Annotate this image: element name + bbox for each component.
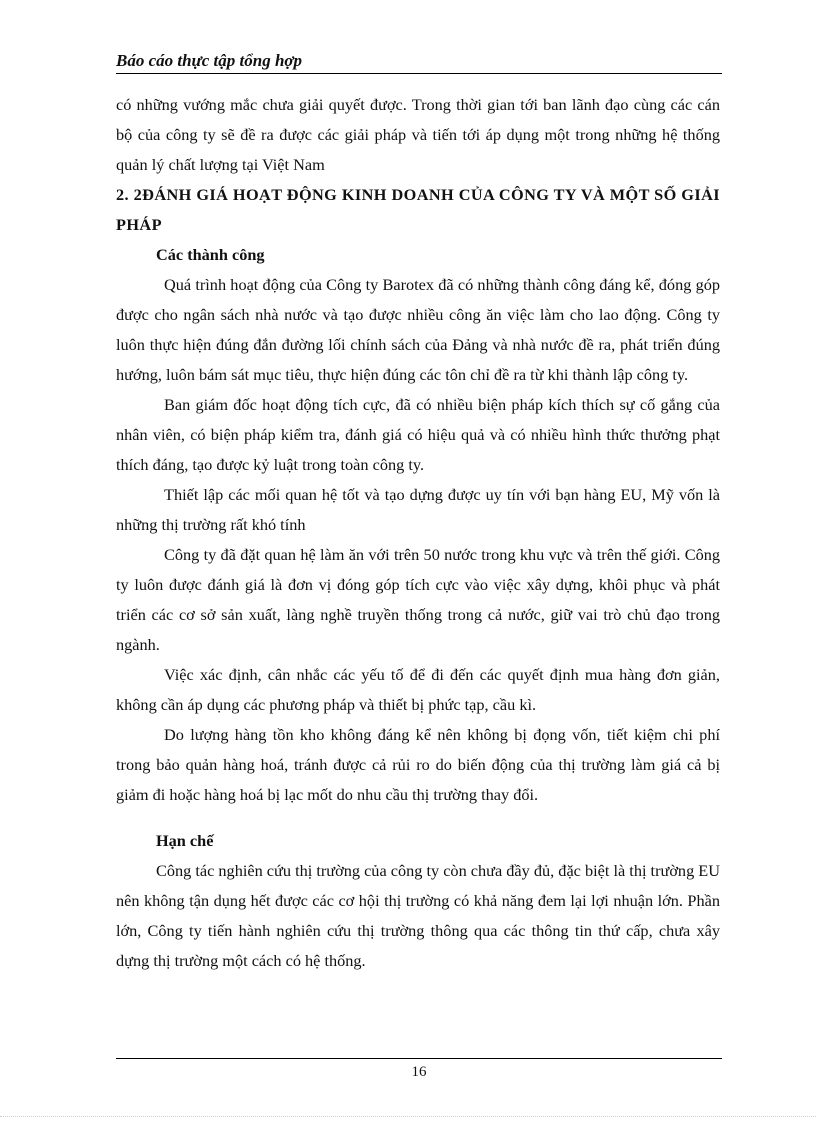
success-paragraph: Việc xác định, cân nhắc các yếu tố để đi đến các quyết định mua hàng đơn giản, không cần áp dụng các phương pháp và thiết bị phức tạp, cầu kì.	[116, 665, 720, 714]
limits-paragraph: Công tác nghiên cứu thị trường của công ty còn chưa đầy đủ, đặc biệt là thị trường EU nên không tận dụng hết được các cơ hội thị trường có khả năng đem lại lợi nhuận lớn. Phần lớn, Công ty tiến hành nghiên cứu thị trường thông qua các thông tin thứ cấp, chưa xây dựng thị trường một cách có hệ thống.	[116, 861, 720, 970]
success-paragraph: Công ty đã đặt quan hệ làm ăn với trên 50 nước trong khu vực và trên thế giới. Công ty luôn được đánh giá là đơn vị đóng góp tích cực vào việc xây dựng, khôi phục và phát triển các cơ sở sản xuất, làng nghề truyền thống trong cả nước, giữ vai trò chủ đạo trong ngành.	[116, 545, 720, 654]
success-paragraph: Do lượng hàng tồn kho không đáng kể nên không bị đọng vốn, tiết kiệm chi phí trong bảo quản hàng hoá, tránh được cả rủi ro do biến động của thị trường làm giá cả bị giảm đi hoặc hàng hoá bị lạc mốt do nhu cầu thị trường thay đổi.	[116, 725, 720, 804]
section-heading: 2. 2ĐÁNH GIÁ HOẠT ĐỘNG KINH DOANH CỦA CÔNG TY VÀ MỘT SỐ GIẢI PHÁP	[116, 185, 720, 234]
document-body	[116, 90, 720, 976]
success-paragraph: Ban giám đốc hoạt động tích cực, đã có nhiều biện pháp kích thích sự cố gắng của nhân viên, có biện pháp kiểm tra, đánh giá có hiệu quả và có nhiều hình thức thưởng phạt thích đáng, tạo được kỷ luật trong toàn công ty.	[116, 395, 720, 474]
success-paragraph: Thiết lập các mối quan hệ tốt và tạo dựng được uy tín với bạn hàng EU, Mỹ vốn là những thị trường rất khó tính	[116, 485, 720, 534]
footer-divider	[116, 1058, 722, 1059]
limits-heading: Hạn chế	[156, 831, 214, 850]
success-paragraph: Quá trình hoạt động của Công ty Barotex đã có những thành công đáng kể, đóng góp được cho ngân sách nhà nước và tạo được nhiều công ăn việc làm cho lao động. Công ty luôn thực hiện đúng đắn đường lối chính sách của Đảng và nhà nước đề ra, phát triển đúng hướng, luôn bám sát mục tiêu, thực hiện đúng các tôn chỉ đề ra từ khi thành lập công ty.	[116, 275, 720, 384]
paragraph-spacer	[116, 810, 720, 826]
page-header-title: Báo cáo thực tập tổng hợp	[116, 50, 722, 74]
page-number: 16	[411, 1064, 427, 1080]
success-heading: Các thành công	[156, 245, 265, 264]
page-edge-divider	[0, 1116, 816, 1117]
intro-paragraph: có những vướng mắc chưa giải quyết được. Trong thời gian tới ban lãnh đạo cùng các cán bộ của công ty sẽ đề ra được các giải pháp và tiến tới áp dụng một trong những hệ thống quản lý chất lượng tại Việt Nam	[116, 95, 720, 174]
